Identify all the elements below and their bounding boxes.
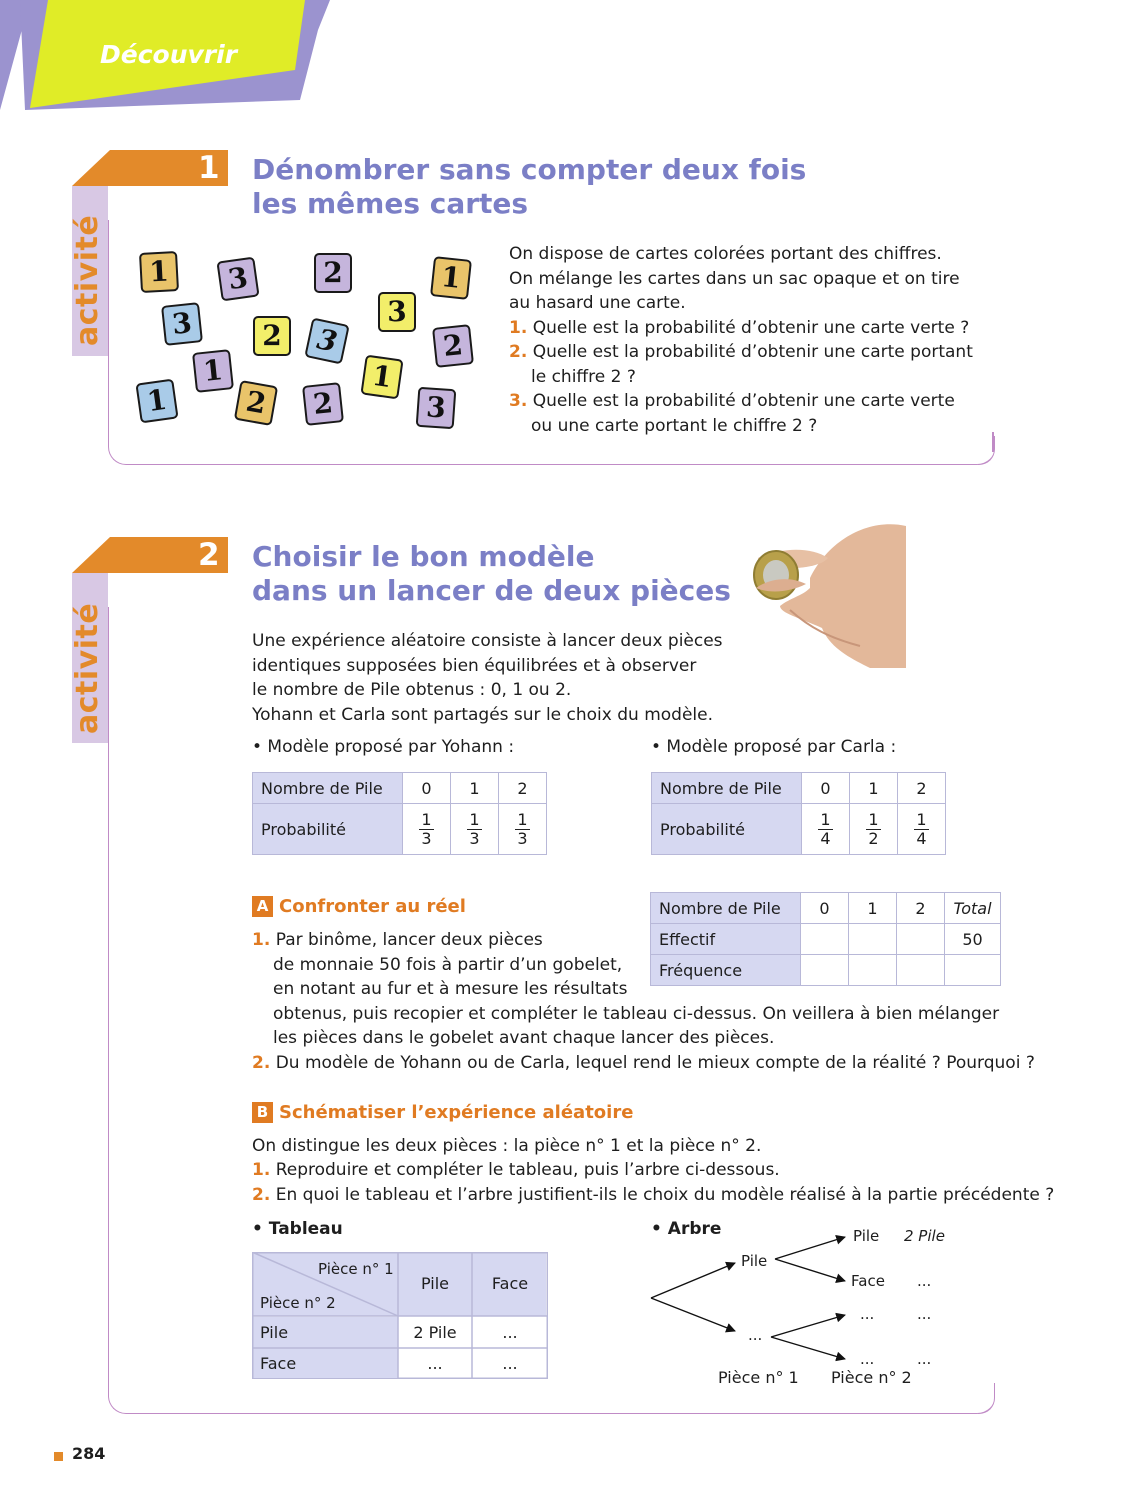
table-cell: 1 [451, 773, 499, 804]
intro-line: Yohann et Carla sont partagés sur le choix du modèle. [252, 704, 714, 725]
numerator: 1 [820, 810, 831, 829]
partA-heading [252, 896, 466, 917]
question-text-cont: le chiffre 2 ? [531, 366, 636, 387]
question-text-cont: obtenus, puis recopier et compléter le tableau ci-dessus. On veillera à bien mélanger [273, 1003, 1000, 1024]
table-head: Probabilité [652, 804, 802, 855]
question-number: 3. [509, 391, 528, 411]
number-card: 1 [360, 355, 403, 400]
tree-node-level1: ... [748, 1326, 763, 1344]
denominator: 3 [469, 829, 480, 848]
number-card: 2 [432, 324, 474, 368]
numerator: 1 [517, 810, 528, 829]
grid-cell: ... [502, 1323, 518, 1342]
question-text: En quoi le tableau et l’arbre justifient-ils le choix du modèle réalisé à la partie précédente ? [275, 1185, 1055, 1205]
activity2-title-2: dans un lancer de deux pièces [252, 574, 731, 607]
activity2-side-label: activité [70, 602, 105, 734]
table-cell: 2 [897, 893, 945, 924]
question-number: 2. [252, 1053, 271, 1073]
header-label: Découvrir [100, 40, 238, 69]
fraction-cell [802, 804, 850, 855]
number-card: 1 [192, 349, 234, 393]
question-text: Quelle est la probabilité d’obtenir une carte portant [532, 342, 973, 362]
numerator: 1 [916, 810, 927, 829]
question-text-cont: ou une carte portant le chiffre 2 ? [531, 415, 818, 436]
table-cell: 1 [849, 893, 897, 924]
yohann-label: • Modèle proposé par Yohann : [252, 737, 515, 757]
question-text: Quelle est la probabilité d’obtenir une carte verte ? [532, 318, 970, 338]
number-card: 3 [378, 292, 416, 332]
number-card: 2 [302, 382, 344, 426]
partB-question-1 [252, 1158, 780, 1183]
question-text: Par binôme, lancer deux pièces [275, 930, 543, 950]
table-cell: 0 [801, 893, 849, 924]
tree-node-level1: Pile [741, 1252, 768, 1270]
activity1-question-2 [509, 340, 973, 389]
activity1-intro [509, 242, 960, 316]
number-card: 3 [161, 302, 203, 346]
intro-line: On dispose de cartes colorées portant des chiffres. [509, 244, 942, 264]
number-card: 1 [430, 256, 472, 300]
page-number: 284 [72, 1444, 106, 1463]
numerator: 1 [421, 810, 432, 829]
denominator: 2 [868, 829, 879, 848]
partB-badge: B [252, 1102, 273, 1123]
activity2-title-1: Choisir le bon modèle [252, 540, 595, 573]
intro-line: identiques supposées bien équilibrées et à observer [252, 655, 697, 676]
number-card: 2 [314, 253, 352, 293]
intro-line: au hasard une carte. [509, 293, 686, 313]
tree-leaf: ... [860, 1350, 875, 1368]
partA-question-1 [252, 928, 999, 1051]
partB-title: Schématiser l’expérience aléatoire [279, 1102, 634, 1123]
activity2-frame-corner [978, 1383, 995, 1414]
table-head: Fréquence [651, 955, 801, 986]
tree-result: ... [917, 1350, 932, 1368]
numerator: 1 [868, 810, 879, 829]
intro-line: le nombre de Pile obtenus : 0, 1 ou 2. [252, 680, 572, 700]
tree-leaf: Pile [853, 1227, 880, 1245]
activity1-number: 1 [198, 150, 220, 186]
tree-axis-label: Pièce n° 2 [831, 1368, 912, 1387]
table-cell: Total [945, 893, 1001, 924]
table-cell: 1 [850, 773, 898, 804]
table-cell: 50 [945, 924, 1001, 955]
activity1-question-3 [509, 389, 955, 438]
question-text-cont: les pièces dans le gobelet avant chaque lancer des pièces. [273, 1028, 775, 1048]
number-card: 3 [304, 317, 349, 364]
activity1-side-label: activité [70, 214, 105, 346]
intro-line: Une expérience aléatoire consiste à lancer deux pièces [252, 631, 723, 651]
question-text: Reproduire et compléter le tableau, puis l’arbre ci-dessous. [275, 1160, 780, 1180]
partA-badge: A [252, 896, 273, 917]
question-number: 2. [509, 342, 528, 362]
table-head: Nombre de Pile [651, 893, 801, 924]
question-text: Du modèle de Yohann ou de Carla, lequel rend le mieux compte de la réalité ? Pourquoi ? [275, 1053, 1035, 1073]
denominator: 4 [820, 829, 831, 848]
fraction-cell [451, 804, 499, 855]
page-marker [54, 1452, 63, 1461]
numerator: 1 [469, 810, 480, 829]
grid-col-head: Pile [420, 1274, 450, 1293]
grid-row-head: Face [260, 1354, 297, 1373]
tree-result: ... [917, 1272, 932, 1290]
grid-table [252, 1252, 548, 1379]
partB-intro: On distingue les deux pièces : la pièce n° 1 et la pièce n° 2. [252, 1136, 762, 1156]
grid-corner-bottom: Pièce n° 2 [260, 1294, 336, 1312]
tree-result: 2 Pile [904, 1227, 945, 1245]
activity1-title-1: Dénombrer sans compter deux fois [252, 153, 807, 186]
number-card: 1 [135, 379, 178, 424]
question-number: 1. [252, 930, 271, 950]
number-card: 2 [253, 316, 291, 356]
question-number: 1. [509, 318, 528, 338]
grid-row-head: Pile [260, 1323, 289, 1342]
tree-result: ... [917, 1305, 932, 1323]
fraction-cell [850, 804, 898, 855]
tableau-label: • Tableau [252, 1219, 343, 1239]
tree-leaf: Face [851, 1272, 885, 1290]
partA-title: Confronter au réel [279, 896, 466, 917]
activity2-intro [252, 629, 723, 727]
question-text-cont: de monnaie 50 fois à partir d’un gobelet, [273, 954, 623, 975]
grid-corner-top: Pièce n° 1 [318, 1260, 394, 1278]
question-text: Quelle est la probabilité d’obtenir une carte verte [532, 391, 955, 411]
hand-coin-photo [750, 518, 906, 668]
table-cell: 2 [499, 773, 547, 804]
grid-cell: ... [502, 1354, 518, 1373]
table-head: Nombre de Pile [652, 773, 802, 804]
number-card: 3 [416, 387, 457, 430]
grid-cell: ... [427, 1354, 443, 1373]
table-head: Effectif [651, 924, 801, 955]
table-head: Nombre de Pile [253, 773, 403, 804]
question-number: 2. [252, 1185, 271, 1205]
carla-table [651, 772, 946, 855]
table-cell: 2 [898, 773, 946, 804]
denominator: 3 [421, 829, 432, 848]
fraction-cell [403, 804, 451, 855]
carla-label: • Modèle proposé par Carla : [651, 737, 897, 757]
tree-axis-label: Pièce n° 1 [718, 1368, 799, 1387]
activity1-title-2: les mêmes cartes [252, 187, 529, 220]
table-head: Probabilité [253, 804, 403, 855]
fraction-cell [499, 804, 547, 855]
number-card: 3 [216, 257, 259, 302]
partB-question-2 [252, 1183, 1054, 1208]
grid-cell: 2 Pile [413, 1323, 457, 1342]
activity2-number: 2 [198, 537, 220, 573]
probability-tree [645, 1225, 965, 1370]
question-text-cont: en notant au fur et à mesure les résultats [273, 979, 628, 999]
number-card: 1 [139, 251, 179, 293]
fraction-cell [898, 804, 946, 855]
number-card: 2 [234, 380, 278, 426]
activity1-question-1 [509, 316, 969, 341]
partB-heading [252, 1102, 633, 1123]
tree-leaf: ... [860, 1305, 875, 1323]
denominator: 4 [916, 829, 927, 848]
partA-question-2 [252, 1051, 1035, 1076]
grid-col-head: Face [491, 1274, 529, 1293]
activity1-frame-corner [978, 436, 995, 465]
question-number: 1. [252, 1160, 271, 1180]
table-cell: 0 [403, 773, 451, 804]
yohann-table [252, 772, 547, 855]
intro-line: On mélange les cartes dans un sac opaque et on tire [509, 268, 960, 289]
table-cell: 0 [802, 773, 850, 804]
arbre-label: • Arbre [651, 1219, 722, 1239]
denominator: 3 [517, 829, 528, 848]
